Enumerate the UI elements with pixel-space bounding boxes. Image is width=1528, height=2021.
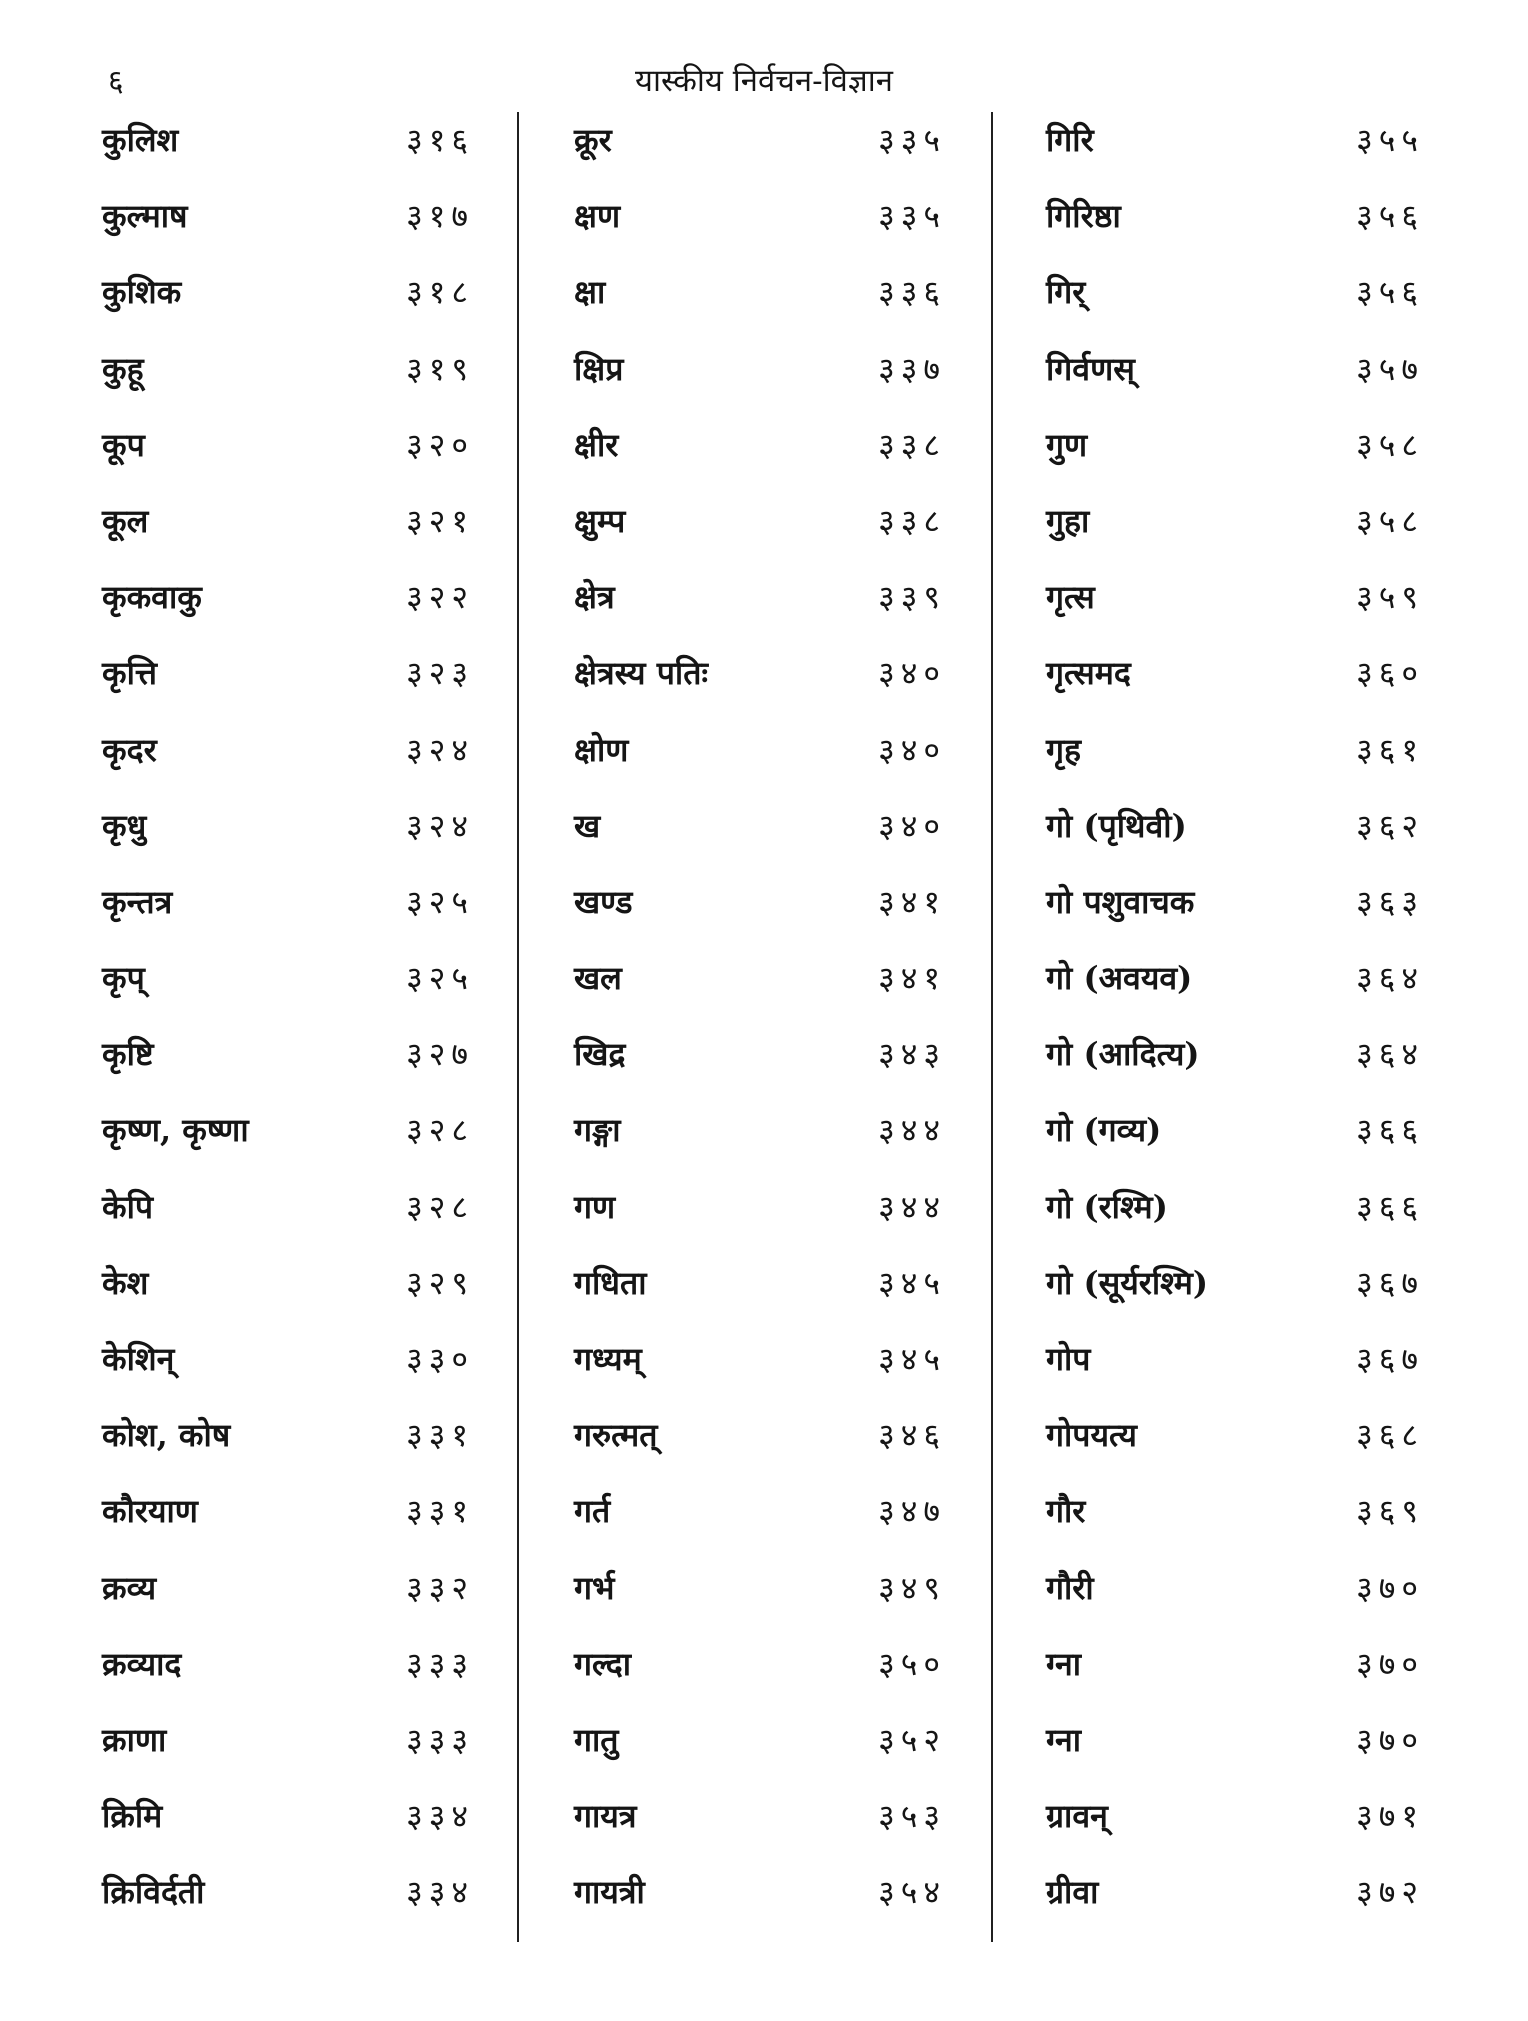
column-divider bbox=[991, 112, 993, 1942]
index-entry bbox=[1046, 880, 1424, 956]
index-entry bbox=[102, 1642, 474, 1718]
entry-page-number: ३६२ bbox=[1356, 806, 1424, 845]
index-entry bbox=[1046, 1261, 1424, 1337]
index-entry bbox=[102, 1794, 474, 1870]
entry-word: गो पशुवाचक bbox=[1046, 882, 1195, 921]
entry-word: गो (रश्मि) bbox=[1046, 1187, 1168, 1226]
index-entry bbox=[1046, 804, 1424, 880]
index-entry bbox=[102, 651, 474, 727]
entry-page-number: ३२३ bbox=[406, 654, 474, 693]
entry-word: गो (सूर्यरश्मि) bbox=[1046, 1263, 1209, 1302]
index-entry bbox=[102, 1489, 474, 1565]
index-entry bbox=[1046, 1489, 1424, 1565]
entry-word: क्रव्य bbox=[102, 1568, 157, 1607]
index-entry bbox=[1046, 499, 1424, 575]
entry-page-number: ३३१ bbox=[406, 1492, 474, 1531]
entry-word: गध्यम् bbox=[574, 1340, 642, 1378]
entry-word: कुल्माष bbox=[102, 197, 188, 236]
index-entry bbox=[574, 651, 946, 727]
entry-word: गातु bbox=[574, 1720, 619, 1759]
entry-page-number: ३२२ bbox=[406, 578, 474, 617]
index-entry bbox=[102, 270, 474, 346]
entry-word: कृधु bbox=[102, 806, 147, 845]
entry-page-number: ३४० bbox=[878, 730, 946, 769]
entry-word: गिर् bbox=[1046, 273, 1086, 312]
index-entry bbox=[574, 1413, 946, 1489]
index-entry bbox=[574, 1185, 946, 1261]
index-entry bbox=[574, 1566, 946, 1642]
index-entry bbox=[102, 1870, 474, 1946]
entry-word: केश bbox=[102, 1263, 149, 1302]
index-entry bbox=[1046, 1337, 1424, 1413]
entry-page-number: ३६४ bbox=[1356, 959, 1424, 998]
entry-page-number: ३३४ bbox=[406, 1873, 474, 1912]
entry-word: गुहा bbox=[1046, 501, 1090, 540]
entry-word: क्षीर bbox=[574, 425, 619, 464]
entry-word: गण bbox=[574, 1187, 616, 1226]
index-entry bbox=[1046, 1566, 1424, 1642]
entry-page-number: ३२४ bbox=[406, 806, 474, 845]
entry-page-number: ३३६ bbox=[878, 273, 946, 312]
entry-page-number: ३४१ bbox=[878, 959, 946, 998]
entry-word: कुशिक bbox=[102, 273, 182, 312]
entry-word: गोपयत्य bbox=[1046, 1416, 1137, 1455]
index-entry bbox=[102, 880, 474, 956]
index-entry bbox=[574, 1261, 946, 1337]
index-column-1 bbox=[102, 118, 474, 1947]
index-entry bbox=[574, 347, 946, 423]
entry-page-number: ३२८ bbox=[406, 1187, 474, 1226]
entry-page-number: ३४५ bbox=[878, 1340, 946, 1378]
index-entry bbox=[574, 118, 946, 194]
entry-word: क्राणा bbox=[102, 1720, 167, 1759]
index-column-3 bbox=[1046, 118, 1424, 1947]
index-entry bbox=[1046, 1413, 1424, 1489]
entry-word: कौरयाण bbox=[102, 1492, 198, 1531]
entry-word: गरुत्मत् bbox=[574, 1416, 658, 1455]
entry-page-number: ३५८ bbox=[1356, 425, 1424, 464]
entry-page-number: ३४५ bbox=[878, 1263, 946, 1302]
entry-page-number: ३६८ bbox=[1356, 1416, 1424, 1455]
index-entry bbox=[574, 1794, 946, 1870]
entry-word: ग्ना bbox=[1046, 1720, 1082, 1759]
entry-word: खिद्र bbox=[574, 1035, 626, 1074]
entry-page-number: ३१७ bbox=[406, 197, 474, 236]
entry-page-number: ३६३ bbox=[1356, 882, 1424, 921]
entry-page-number: ३५९ bbox=[1356, 578, 1424, 617]
entry-word: क्षुम्प bbox=[574, 501, 626, 540]
entry-page-number: ३५२ bbox=[878, 1720, 946, 1759]
index-entry bbox=[102, 956, 474, 1032]
index-entry bbox=[1046, 1032, 1424, 1108]
index-entry bbox=[574, 728, 946, 804]
entry-page-number: ३६४ bbox=[1356, 1035, 1424, 1074]
entry-word: गौर bbox=[1046, 1492, 1086, 1531]
index-entry bbox=[1046, 1870, 1424, 1946]
index-entry bbox=[102, 347, 474, 423]
index-entry bbox=[102, 1413, 474, 1489]
entry-word: क्षोण bbox=[574, 730, 629, 769]
entry-word: गर्त bbox=[574, 1492, 611, 1531]
index-entry bbox=[574, 804, 946, 880]
index-entry bbox=[102, 804, 474, 880]
entry-page-number: ३५३ bbox=[878, 1797, 946, 1836]
index-entry bbox=[102, 499, 474, 575]
entry-page-number: ३३३ bbox=[406, 1644, 474, 1683]
entry-page-number: ३६९ bbox=[1356, 1492, 1424, 1531]
entry-page-number: ३२८ bbox=[406, 1111, 474, 1150]
entry-word: क्षा bbox=[574, 273, 606, 312]
entry-word: कृष्ण, कृष्णा bbox=[102, 1111, 249, 1150]
entry-page-number: ३६७ bbox=[1356, 1263, 1424, 1302]
entry-word: क्षेत्र bbox=[574, 578, 615, 617]
entry-word: गौरी bbox=[1046, 1568, 1094, 1607]
index-entry bbox=[1046, 1718, 1424, 1794]
entry-page-number: ३७० bbox=[1356, 1568, 1424, 1607]
index-entry bbox=[574, 270, 946, 346]
entry-page-number: ३६१ bbox=[1356, 730, 1424, 769]
index-column-2 bbox=[574, 118, 946, 1947]
entry-page-number: ३२० bbox=[406, 425, 474, 464]
index-entry bbox=[574, 880, 946, 956]
entry-word: कोश, कोष bbox=[102, 1416, 231, 1455]
index-entry bbox=[1046, 118, 1424, 194]
entry-page-number: ३२५ bbox=[406, 959, 474, 998]
entry-word: कृदर bbox=[102, 730, 157, 769]
index-entry bbox=[1046, 1185, 1424, 1261]
column-divider bbox=[517, 112, 519, 1942]
entry-page-number: ३१६ bbox=[406, 121, 474, 159]
index-entry bbox=[574, 1032, 946, 1108]
entry-page-number: ३६६ bbox=[1356, 1111, 1424, 1150]
index-entry bbox=[1046, 1794, 1424, 1870]
entry-word: क्रूर bbox=[574, 121, 612, 159]
entry-word: कृष्टि bbox=[102, 1035, 154, 1074]
index-entry bbox=[1046, 1642, 1424, 1718]
index-entry bbox=[102, 728, 474, 804]
entry-page-number: ३६६ bbox=[1356, 1187, 1424, 1226]
index-entry bbox=[574, 1870, 946, 1946]
index-entry bbox=[102, 1185, 474, 1261]
index-entry bbox=[1046, 575, 1424, 651]
entry-word: कृन्तत्र bbox=[102, 882, 173, 921]
index-entry bbox=[574, 1718, 946, 1794]
entry-page-number: ३५६ bbox=[1356, 273, 1424, 312]
entry-word: क्षण bbox=[574, 197, 621, 236]
entry-word: गर्भ bbox=[574, 1568, 615, 1607]
index-entry bbox=[574, 575, 946, 651]
entry-word: केपि bbox=[102, 1187, 154, 1226]
entry-word: गो (आदित्य) bbox=[1046, 1035, 1200, 1074]
index-entry bbox=[1046, 194, 1424, 270]
entry-page-number: ३३२ bbox=[406, 1568, 474, 1607]
entry-page-number: ३५८ bbox=[1356, 501, 1424, 540]
entry-page-number: ३३३ bbox=[406, 1720, 474, 1759]
page-number: ६ bbox=[108, 64, 124, 99]
index-entry bbox=[574, 1337, 946, 1413]
entry-page-number: ३३८ bbox=[878, 501, 946, 540]
index-entry bbox=[102, 194, 474, 270]
index-entry bbox=[574, 194, 946, 270]
entry-page-number: ३६७ bbox=[1356, 1340, 1424, 1378]
entry-word: खल bbox=[574, 959, 622, 998]
index-entry bbox=[102, 1718, 474, 1794]
entry-word: गृत्स bbox=[1046, 578, 1095, 617]
entry-page-number: ३४३ bbox=[878, 1035, 946, 1074]
entry-page-number: ३३४ bbox=[406, 1797, 474, 1836]
index-entry bbox=[574, 1489, 946, 1565]
entry-word: ग्ना bbox=[1046, 1644, 1082, 1683]
entry-word: गो (गव्य) bbox=[1046, 1111, 1162, 1150]
entry-word: गो (अवयव) bbox=[1046, 959, 1193, 998]
entry-page-number: ३७२ bbox=[1356, 1873, 1424, 1912]
entry-page-number: ३१८ bbox=[406, 273, 474, 312]
entry-page-number: ३५६ bbox=[1356, 197, 1424, 236]
index-entry bbox=[1046, 1108, 1424, 1184]
index-entry bbox=[102, 1566, 474, 1642]
entry-word: खण्ड bbox=[574, 882, 633, 921]
entry-page-number: ३२९ bbox=[406, 1263, 474, 1302]
entry-page-number: ३३७ bbox=[878, 349, 946, 388]
entry-word: कृत्ति bbox=[102, 654, 157, 693]
index-entry bbox=[1046, 423, 1424, 499]
entry-page-number: ३५० bbox=[878, 1644, 946, 1683]
entry-page-number: ३४४ bbox=[878, 1111, 946, 1150]
entry-page-number: ३६० bbox=[1356, 654, 1424, 693]
entry-page-number: ३७० bbox=[1356, 1644, 1424, 1683]
entry-word: गल्दा bbox=[574, 1644, 632, 1683]
entry-page-number: ३३९ bbox=[878, 578, 946, 617]
entry-word: कुहू bbox=[102, 349, 144, 388]
entry-page-number: ३५४ bbox=[878, 1873, 946, 1912]
entry-word: कुलिश bbox=[102, 121, 179, 159]
entry-word: गङ्गा bbox=[574, 1111, 621, 1150]
entry-page-number: ३३५ bbox=[878, 197, 946, 236]
entry-word: गृह bbox=[1046, 730, 1082, 769]
entry-page-number: ३३० bbox=[406, 1340, 474, 1378]
index-entry bbox=[1046, 728, 1424, 804]
entry-word: गिरिष्ठा bbox=[1046, 197, 1121, 236]
entry-word: ग्रावन् bbox=[1046, 1797, 1108, 1836]
entry-page-number: ३३८ bbox=[878, 425, 946, 464]
index-entry bbox=[102, 575, 474, 651]
entry-word: गायत्र bbox=[574, 1797, 637, 1836]
index-entry bbox=[574, 1108, 946, 1184]
entry-word: ग्रीवा bbox=[1046, 1873, 1099, 1912]
index-entry bbox=[1046, 956, 1424, 1032]
entry-word: गुण bbox=[1046, 425, 1088, 464]
entry-page-number: ३४७ bbox=[878, 1492, 946, 1531]
entry-word: गोप bbox=[1046, 1340, 1091, 1378]
entry-page-number: ३४१ bbox=[878, 882, 946, 921]
entry-word: गायत्री bbox=[574, 1873, 645, 1912]
entry-page-number: ३१९ bbox=[406, 349, 474, 388]
entry-page-number: ३४० bbox=[878, 806, 946, 845]
entry-page-number: ३४४ bbox=[878, 1187, 946, 1226]
index-entry bbox=[102, 118, 474, 194]
entry-word: गधिता bbox=[574, 1263, 647, 1302]
entry-page-number: ३४० bbox=[878, 654, 946, 693]
entry-page-number: ३३१ bbox=[406, 1416, 474, 1455]
entry-word: गो (पृथिवी) bbox=[1046, 806, 1187, 845]
entry-page-number: ३२७ bbox=[406, 1035, 474, 1074]
entry-word: क्षिप्र bbox=[574, 349, 624, 388]
index-entry bbox=[574, 499, 946, 575]
entry-page-number: ३३५ bbox=[878, 121, 946, 159]
entry-word: गिरि bbox=[1046, 121, 1094, 159]
entry-word: कूल bbox=[102, 501, 149, 540]
entry-word: कृकवाकु bbox=[102, 578, 202, 617]
entry-page-number: ३२४ bbox=[406, 730, 474, 769]
entry-word: क्रव्याद bbox=[102, 1644, 182, 1683]
index-entry bbox=[574, 423, 946, 499]
entry-page-number: ३७० bbox=[1356, 1720, 1424, 1759]
entry-word: कूप bbox=[102, 425, 145, 464]
index-entry bbox=[102, 1261, 474, 1337]
index-entry bbox=[102, 1337, 474, 1413]
entry-page-number: ३४६ bbox=[878, 1416, 946, 1455]
index-entry bbox=[574, 956, 946, 1032]
entry-word: क्रिमि bbox=[102, 1797, 163, 1836]
page-title: यास्कीय निर्वचन-विज्ञान bbox=[635, 63, 893, 99]
entry-word: ख bbox=[574, 806, 601, 845]
entry-page-number: ३२५ bbox=[406, 882, 474, 921]
entry-word: क्रिविर्दती bbox=[102, 1873, 205, 1912]
entry-word: गृत्समद bbox=[1046, 654, 1131, 693]
index-entry bbox=[1046, 651, 1424, 727]
entry-word: कृप् bbox=[102, 959, 145, 998]
index-entry bbox=[1046, 270, 1424, 346]
entry-page-number: ३४९ bbox=[878, 1568, 946, 1607]
entry-word: गिर्वणस् bbox=[1046, 349, 1135, 388]
entry-page-number: ३२१ bbox=[406, 501, 474, 540]
entry-page-number: ३७१ bbox=[1356, 1797, 1424, 1836]
index-entry bbox=[102, 1032, 474, 1108]
entry-page-number: ३५७ bbox=[1356, 349, 1424, 388]
entry-word: क्षेत्रस्य पतिः bbox=[574, 654, 708, 693]
index-entry bbox=[1046, 347, 1424, 423]
index-entry bbox=[102, 423, 474, 499]
index-entry bbox=[574, 1642, 946, 1718]
index-entry bbox=[102, 1108, 474, 1184]
entry-page-number: ३५५ bbox=[1356, 121, 1424, 159]
entry-word: केशिन् bbox=[102, 1340, 175, 1378]
